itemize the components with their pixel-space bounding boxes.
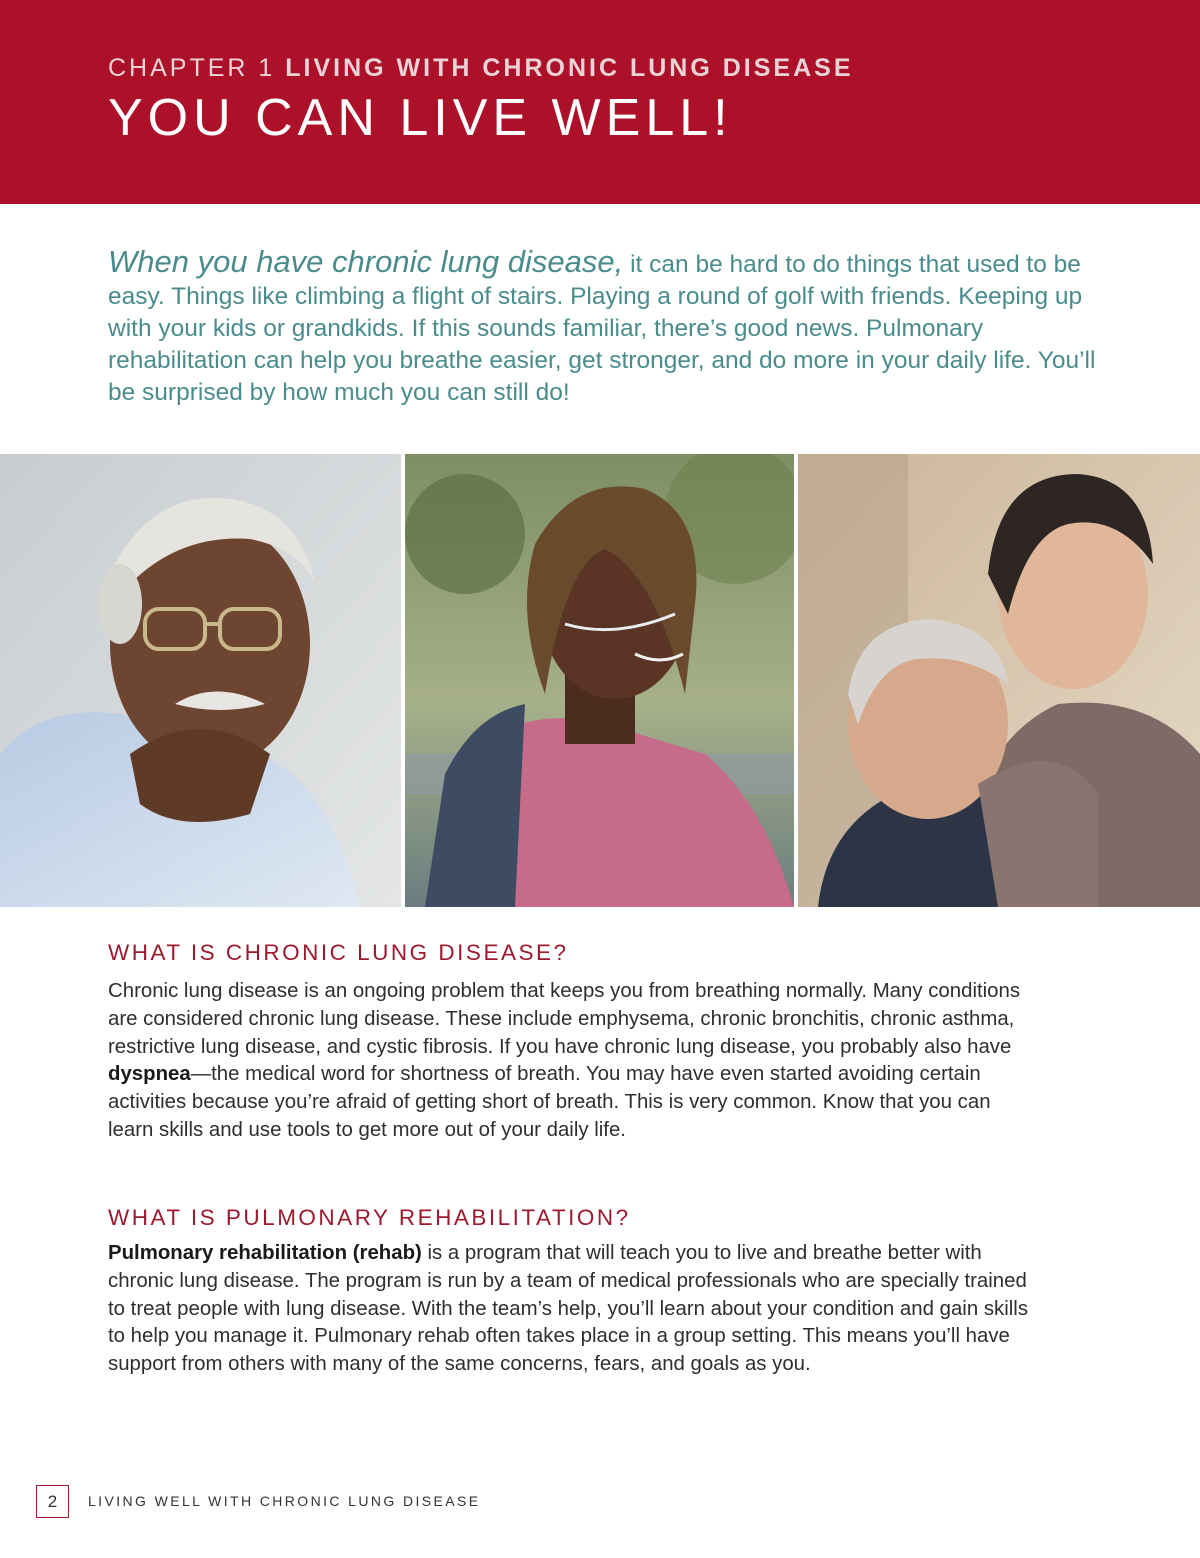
section-body-chronic-lung-disease: [108, 978, 1038, 1145]
intro-lead: When you have chronic lung disease,: [108, 244, 624, 279]
chapter-label: [108, 54, 854, 83]
chapter-title: LIVING WITH CHRONIC LUNG DISEASE: [285, 54, 854, 82]
bold-term-dyspnea: dyspnea: [108, 1063, 191, 1086]
bold-term-pulmonary-rehab: Pulmonary rehabilitation (rehab): [108, 1242, 422, 1264]
footer-title: LIVING WELL WITH CHRONIC LUNG DISEASE: [88, 1493, 481, 1509]
page-title: YOU CAN LIVE WELL!: [108, 89, 733, 147]
section-heading-pulmonary-rehab: WHAT IS PULMONARY REHABILITATION?: [108, 1205, 631, 1230]
photo-woman-nasal-cannula: [405, 454, 794, 907]
section-heading-chronic-lung-disease: WHAT IS CHRONIC LUNG DISEASE?: [108, 940, 569, 965]
chapter-banner: [0, 0, 1200, 204]
text-segment: is a program that will teach you to live and breathe better with chronic lung disease. The program is run by a team of medical professionals who are specially trained to treat people with lung disease. With the team’s help, you’ll learn about your condition and gain skills to help you manage it. Pulmonary rehab often takes place in a group setting. This means you’ll have support from others with many of the same concerns, fears, and goals as you.: [108, 1242, 1029, 1376]
section-body-pulmonary-rehab: [108, 1240, 1038, 1379]
intro-text: it can be hard to do things that used to be easy. Things like climbing a flight of stairs. Playing a round of golf with friends. Keeping up with your kids or grandkids. If this sounds familiar, there’s good news. Pulmonary rehabilitation can help you breathe easier, get stronger, and do more in your daily life. You’ll be surprised by how much you can still do!: [108, 251, 1096, 406]
text-segment: Chronic lung disease is an ongoing problem that keeps you from breathing normally. Many conditions are considered chronic lung disease. These include emphysema, chronic bronchitis, chronic asthma, restrictive lung disease, and cystic fibrosis. If you have chronic lung disease, you probably also have: [108, 980, 1021, 1058]
intro-paragraph: [108, 246, 1118, 409]
chapter-number: CHAPTER 1: [108, 54, 276, 82]
photo-older-man-glasses: [0, 454, 401, 907]
photo-older-couple: [798, 454, 1200, 907]
photo-strip: [0, 454, 1200, 907]
page-number: 2: [36, 1485, 69, 1518]
text-segment: —the medical word for shortness of breath. You may have even started avoiding certain activities because you’re afraid of getting short of breath. This is very common. Know that you can learn skills and use tools to get more out of your daily life.: [108, 1063, 991, 1141]
